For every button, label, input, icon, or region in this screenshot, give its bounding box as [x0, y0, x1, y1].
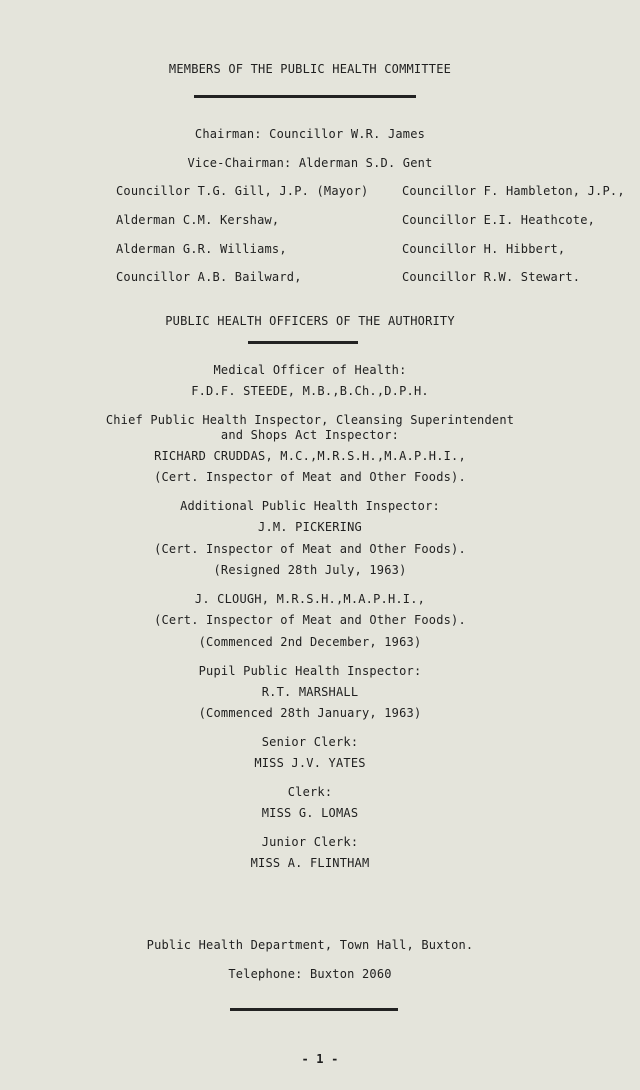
member-left: Councillor A.B. Bailward,: [116, 270, 302, 284]
page-number: - 1 -: [301, 1052, 339, 1066]
officer-line: (Cert. Inspector of Meat and Other Foods).: [154, 470, 466, 484]
footer-rule: [230, 1008, 398, 1011]
member-left: Alderman G.R. Williams,: [116, 242, 287, 256]
officer-line: (Resigned 28th July, 1963): [213, 563, 407, 577]
member-right: Councillor F. Hambleton, J.P.,: [402, 184, 625, 198]
address-line: Public Health Department, Town Hall, Buxton.: [146, 938, 474, 952]
member-left: Alderman C.M. Kershaw,: [116, 213, 280, 227]
officer-line: F.D.F. STEEDE, M.B.,B.Ch.,D.P.H.: [191, 384, 429, 398]
member-right: Councillor E.I. Heathcote,: [402, 213, 596, 227]
chairman-line: Chairman: Councillor W.R. James: [194, 127, 426, 141]
officer-line: R.T. MARSHALL: [261, 685, 359, 699]
officer-line: J. CLOUGH, M.R.S.H.,M.A.P.H.I.,: [194, 592, 426, 606]
heading-rule: [194, 95, 416, 98]
officer-line: RICHARD CRUDDAS, M.C.,M.R.S.H.,M.A.P.H.I.,: [154, 449, 466, 463]
committee-heading: MEMBERS OF THE PUBLIC HEALTH COMMITTEE: [168, 62, 452, 76]
officer-line: Chief Public Health Inspector, Cleansing Superintendent: [105, 413, 515, 427]
officer-line: MISS A. FLINTHAM: [250, 856, 370, 870]
officer-line: (Cert. Inspector of Meat and Other Foods).: [154, 542, 466, 556]
officer-line: Senior Clerk:: [261, 735, 359, 749]
member-left: Councillor T.G. Gill, J.P. (Mayor): [116, 184, 369, 198]
officer-line: (Commenced 2nd December, 1963): [198, 635, 422, 649]
officer-line: Medical Officer of Health:: [213, 363, 407, 377]
officer-line: MISS J.V. YATES: [254, 756, 366, 770]
officer-line: (Commenced 28th January, 1963): [198, 706, 422, 720]
officer-line: Clerk:: [287, 785, 333, 799]
officer-line: Pupil Public Health Inspector:: [198, 664, 422, 678]
officer-line: J.M. PICKERING: [258, 520, 362, 534]
officer-line: and Shops Act Inspector:: [220, 428, 400, 442]
officers-rule: [248, 341, 358, 344]
officers-heading: PUBLIC HEALTH OFFICERS OF THE AUTHORITY: [165, 314, 455, 328]
member-right: Councillor R.W. Stewart.: [402, 270, 581, 284]
member-right: Councillor H. Hibbert,: [402, 242, 566, 256]
officer-line: Junior Clerk:: [261, 835, 359, 849]
telephone-line: Telephone: Buxton 2060: [228, 967, 392, 981]
officer-line: Additional Public Health Inspector:: [180, 499, 440, 513]
officer-line: MISS G. LOMAS: [261, 806, 359, 820]
officer-line: (Cert. Inspector of Meat and Other Foods).: [154, 613, 466, 627]
vice-chairman-line: Vice-Chairman: Alderman S.D. Gent: [187, 156, 433, 170]
